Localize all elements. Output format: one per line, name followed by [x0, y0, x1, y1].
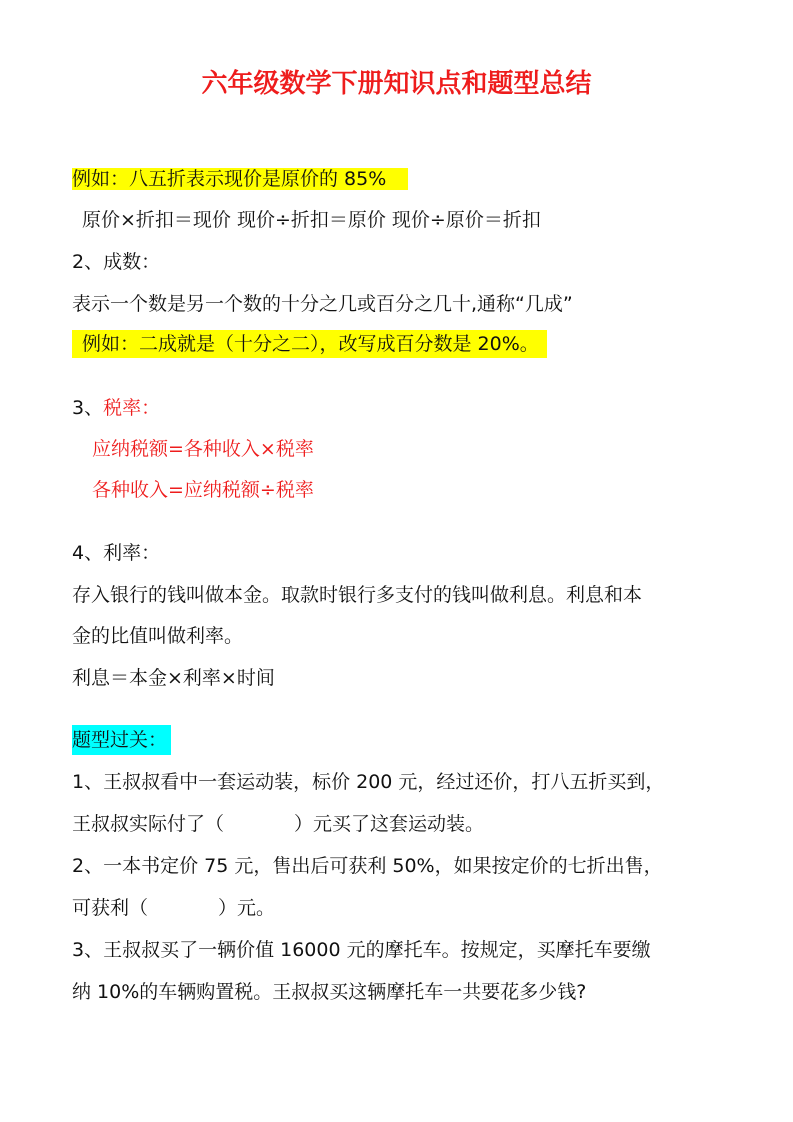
question-3-line-1: 3、王叔叔买了一辆价值 16000 元的摩托车。按规定，买摩托车要缴	[72, 939, 651, 961]
question-1-line-2	[72, 807, 484, 841]
tax-heading-line	[72, 391, 160, 425]
interest-formula: 利息＝本金×利率×时间	[72, 667, 275, 689]
question-2-line-2	[72, 891, 275, 925]
practice-heading: 题型过关：	[72, 725, 171, 755]
discount-example: 例如：八五折表示现价是原价的 85%	[72, 168, 408, 190]
question-3-line-2: 纳 10%的车辆购置税。王叔叔买这辆摩托车一共要花多少钱?	[72, 981, 587, 1003]
question-1-prefix: 王叔叔实际付了（	[72, 813, 225, 835]
chengshu-example-line	[72, 327, 547, 361]
chengshu-definition: 表示一个数是另一个数的十分之几或百分之几十,通称“几成”	[72, 293, 573, 315]
chengshu-example: 例如：二成就是（十分之二），改写成百分数是 20%。	[72, 330, 547, 358]
interest-definition-1: 存入银行的钱叫做本金。取款时银行多支付的钱叫做利息。利息和本	[72, 584, 643, 606]
chengshu-heading: 2、成数：	[72, 251, 161, 273]
question-2-line-1: 2、一本书定价 75 元，售出后可获利 50%，如果按定价的七折出售，	[72, 855, 663, 877]
question-2-suffix: ）元。	[218, 897, 276, 919]
question-1-suffix: ）元买了这套运动装。	[294, 813, 485, 835]
discount-example-line	[72, 162, 408, 196]
tax-heading-number: 3、	[72, 397, 104, 419]
page-title: 六年级数学下册知识点和题型总结	[201, 69, 592, 99]
discount-formulas: 原价×折扣＝现价 现价÷折扣＝原价 现价÷原价＝折扣	[82, 209, 541, 231]
interest-heading: 4、利率：	[72, 542, 161, 564]
question-1-line-1: 1、王叔叔看中一套运动装，标价 200 元，经过还价，打八五折买到，	[72, 771, 665, 793]
practice-heading-line	[72, 723, 171, 757]
tax-heading: 税率：	[103, 397, 161, 419]
interest-definition-2: 金的比值叫做利率。	[72, 625, 244, 647]
tax-formula-2: 各种收入=应纳税额÷税率	[92, 479, 314, 501]
question-2-prefix: 可获利（	[72, 897, 149, 919]
tax-formula-1: 应纳税额=各种收入×税率	[92, 438, 314, 460]
